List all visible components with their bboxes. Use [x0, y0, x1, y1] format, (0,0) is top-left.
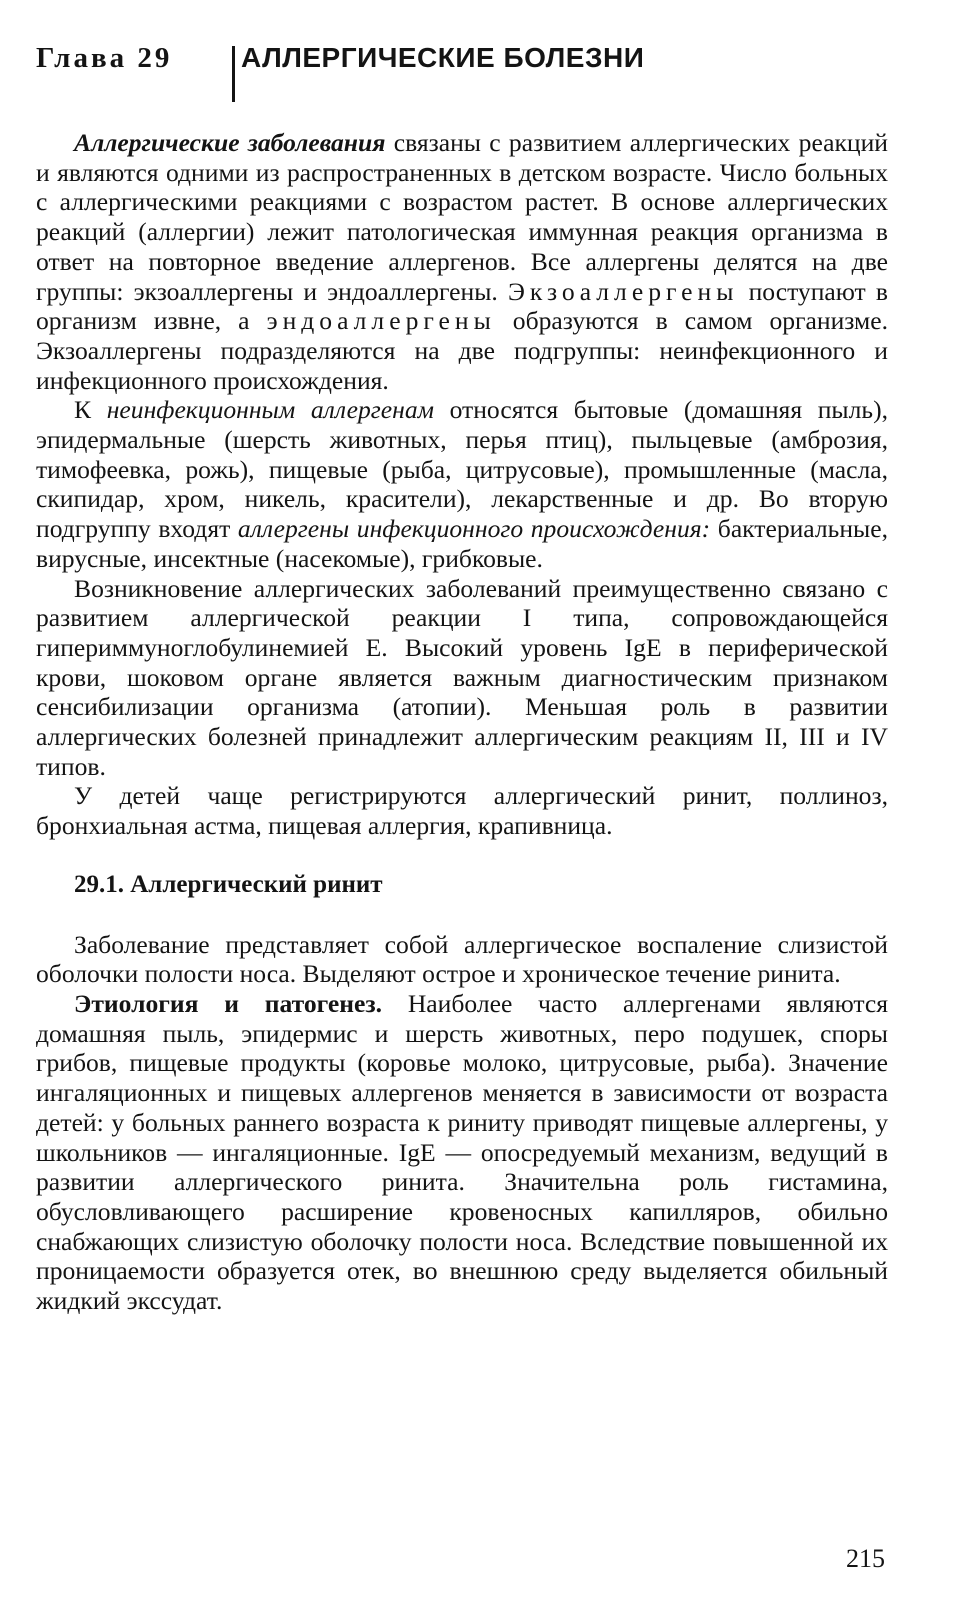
chapter-divider — [232, 46, 235, 102]
intro-paragraph-4: У детей чаще регистрируются аллергический ринит, поллиноз, бронхиальная астма, пищевая аллергия, крапивница. — [36, 781, 888, 841]
etiology-lead: Этиология и патогенез. — [74, 988, 383, 1018]
paragraph-text: поступают в организм извне, а — [36, 276, 888, 336]
paragraph-text: относятся бытовые (домашняя пыль), эпидермальные (шерсть животных, перья птиц), пыльцевые (амброзия, тимофеевка, рожь), пищевые (рыба, цитрусовые), промышленные (масла, скипидар, хром, никель, красители), лекарственные и др. Во вторую подгруппу входят — [36, 395, 888, 544]
paragraph-text: образуются в самом организме. Экзоаллергены подразделяются на две подгруппы: неинфекционного и инфекционного происхождения. — [36, 306, 888, 395]
section-heading: 29.1. Аллергический ринит — [74, 870, 383, 898]
section-paragraph-2 — [36, 989, 888, 1316]
page-number: 215 — [846, 1544, 885, 1573]
term-exoallergens: Экзоаллергены — [507, 276, 739, 306]
chapter-label: Глава 29 — [36, 42, 173, 74]
intro-paragraph-2 — [36, 395, 888, 573]
page-body — [36, 128, 888, 1316]
chapter-header — [36, 42, 936, 112]
intro-paragraph-3: Возникновение аллергических заболеваний преимущественно связано с развитием аллергической реакции I типа, сопровождающейся гипериммуноглобулинемией Е. Высокий уровень IgE в периферической крови, шоковом органе является важным диагностическим признаком сенсибилизации организма (атопии). Меньшая роль в развитии аллергических болезней принадлежит аллергическим реакциям II, III и IV типов. — [36, 573, 888, 781]
paragraph-text: бактериальные, вирусные, инсектные (насекомые), грибковые. — [36, 514, 888, 573]
paragraph-text: Наиболее часто аллергенами являются домашняя пыль, эпидермис и шерсть животных, перо подушек, споры грибов, пищевые продукты (коровье молоко, цитрусовые, рыба). Значение ингаляционных и пищевых аллергенов меняется в зависимости от возраста детей: у больных раннего возраста к риниту приводят пищевые аллергены, у школьников — ингаляционные. IgE — опосредуемый механизм, ведущий в развитии аллергического ринита. Значительна роль гистамина, обусловливающего расширение кровеносных капилляров, обильно снабжающих слизистую оболочку полости носа. Вследствие повышенной их проницаемости образуется отек, во внешнюю среду выделяется обильный жидкий экссудат. — [36, 988, 888, 1316]
term-allergic-diseases: Аллергические заболевания — [74, 128, 386, 157]
paragraph-text: К — [74, 395, 107, 425]
chapter-title: АЛЛЕРГИЧЕСКИЕ БОЛЕЗНИ — [241, 42, 645, 73]
section-paragraph-1: Заболевание представляет собой аллергическое воспаление слизистой оболочки полости носа. Выделяют острое и хроническое течение ринита. — [36, 929, 888, 989]
term-endoallergens: эндоаллергены — [266, 306, 496, 336]
intro-paragraph-1 — [36, 128, 888, 395]
paragraph-text: связаны с развитием аллергических реакций и являются одними из распространенных в детском возрасте. Число больных с аллергическими реакциями с возрастом растет. В основе аллергических реакций (аллергии) лежит патологическая иммунная реакция организма в ответ на повторное введение аллергенов. Все аллергены делятся на две группы: экзоаллергены и эндоаллергены. — [36, 128, 888, 306]
term-infectious-allergens: аллергены инфекционного происхождения: — [237, 514, 711, 544]
term-noninfectious-allergens: неинфекционным аллергенам — [106, 395, 434, 425]
